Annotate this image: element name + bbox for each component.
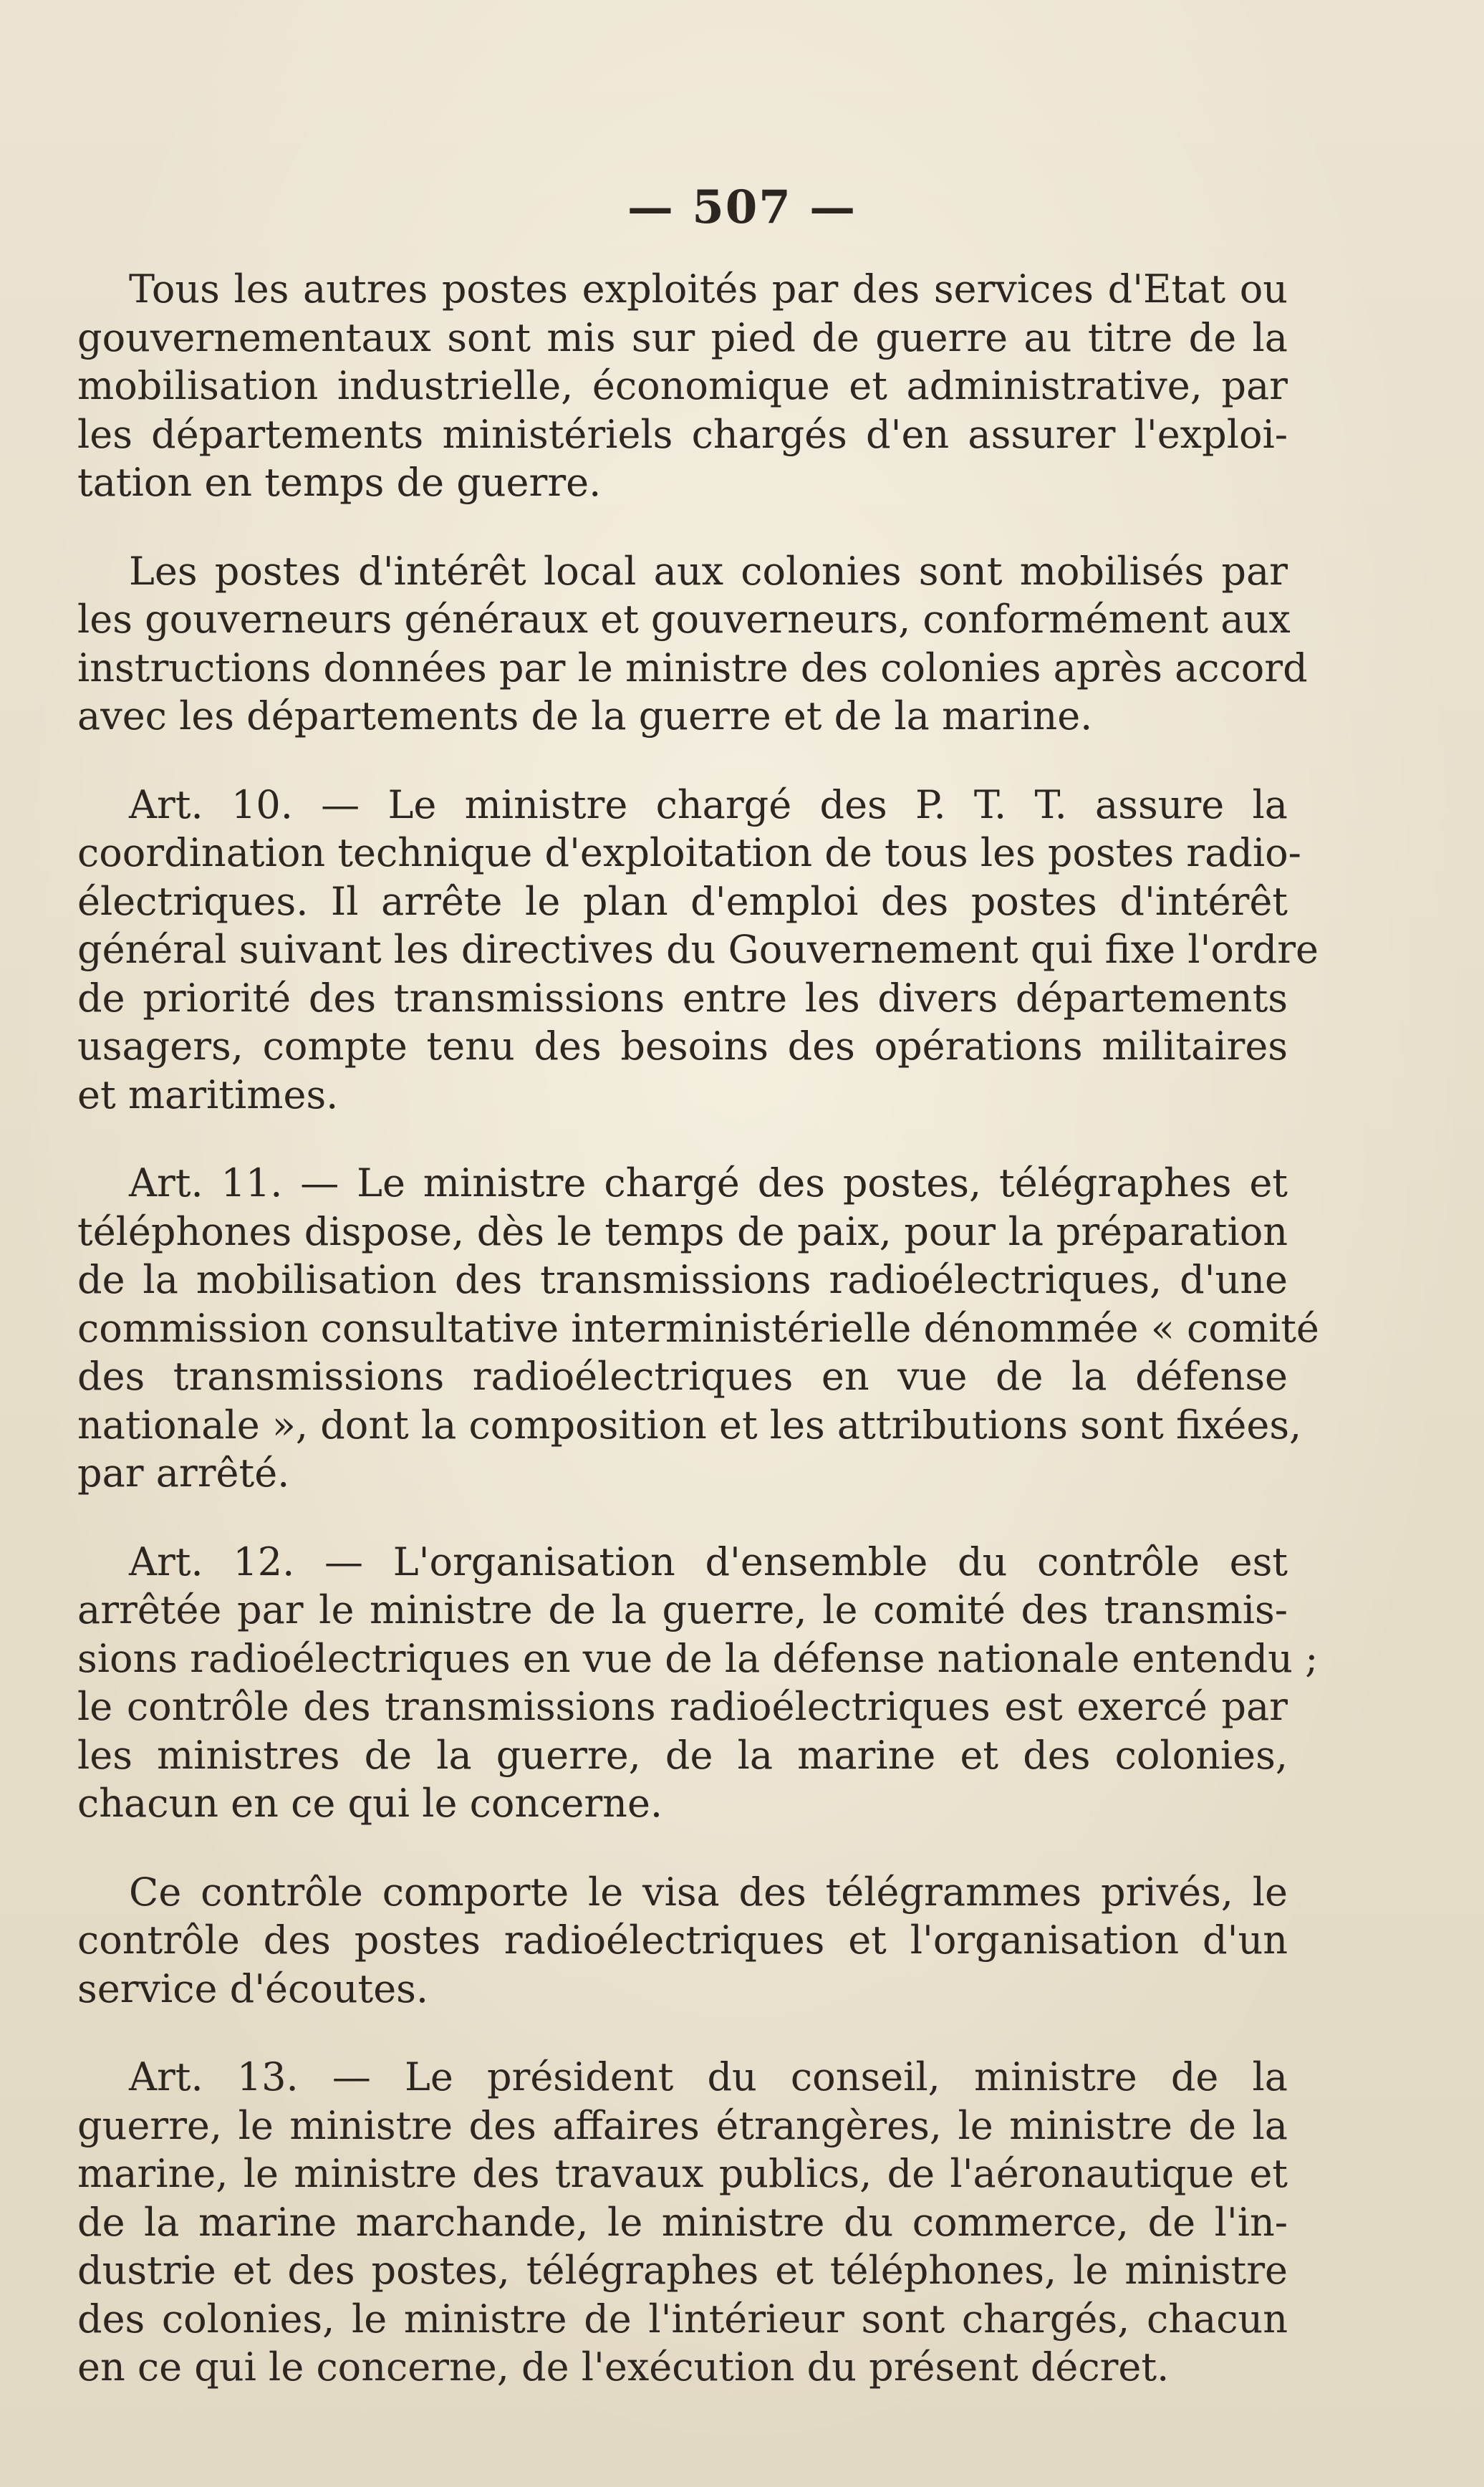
- text-line: Les postes d'intérêt local aux colonies sont mobilisés par: [129, 548, 1288, 594]
- text-line: général suivant les directives du Gouvernement qui fixe l'ordre: [77, 927, 1319, 972]
- paragraph: [77, 1868, 1288, 2014]
- text-line: le contrôle des transmissions radioélectriques est exercé par: [77, 1684, 1288, 1729]
- text-line: service d'écoutes.: [77, 1966, 429, 2011]
- text-line: guerre, le ministre des affaires étrangères, le ministre de la: [77, 2102, 1288, 2148]
- text-line: de la marine marchande, le ministre du commerce, de l'in-: [77, 2199, 1288, 2245]
- text-line: en ce qui le concerne, de l'exécution du présent décret.: [77, 2344, 1170, 2390]
- text-line: mobilisation industrielle, économique et administrative, par: [77, 363, 1288, 408]
- text-line: de priorité des transmissions entre les divers départements: [77, 975, 1288, 1021]
- paragraph: [77, 547, 1308, 741]
- paragraph: [77, 1159, 1319, 1498]
- page-number: — 507 —: [627, 181, 857, 234]
- text-line: gouvernementaux sont mis sur pied de guerre au titre de la: [77, 314, 1288, 360]
- text-line: tation en temps de guerre.: [77, 460, 602, 505]
- text-line: électriques. Il arrête le plan d'emploi des postes d'intérêt: [77, 878, 1288, 924]
- text-line: avec les départements de la guerre et de la marine.: [77, 693, 1093, 739]
- text-line: Art. 11. — Le ministre chargé des postes, télégraphes et: [129, 1160, 1288, 1206]
- text-line: nationale », dont la composition et les attributions sont fixées,: [77, 1402, 1302, 1448]
- text-line: usagers, compte tenu des besoins des opérations militaires: [77, 1024, 1288, 1069]
- text-line: commission consultative interministérielle dénommée « comité: [77, 1305, 1319, 1351]
- text-line: les gouverneurs généraux et gouverneurs, conformément aux: [77, 597, 1291, 642]
- text-line: contrôle des postes radioélectriques et l'organisation d'un: [77, 1918, 1288, 1963]
- body-text: [77, 265, 1319, 2392]
- text-line: Tous les autres postes exploités par des services d'Etat ou: [129, 266, 1288, 312]
- text-line: des transmissions radioélectriques en vue de la défense: [77, 1354, 1288, 1399]
- text-line: dustrie et des postes, télégraphes et téléphones, le ministre: [77, 2248, 1288, 2293]
- text-line: Art. 12. — L'organisation d'ensemble du contrôle est: [129, 1539, 1288, 1584]
- paragraph: [77, 781, 1319, 1120]
- text-line: chacun en ce qui le concerne.: [77, 1781, 663, 1826]
- text-line: les départements ministériels chargés d'en assurer l'exploi-: [77, 411, 1288, 457]
- text-line: et maritimes.: [77, 1072, 339, 1117]
- text-line: coordination technique d'exploitation de tous les postes radio-: [77, 830, 1301, 875]
- text-line: téléphones dispose, dès le temps de paix, pour la préparation: [77, 1208, 1288, 1254]
- text-line: les ministres de la guerre, de la marine et des colonies,: [77, 1732, 1288, 1778]
- text-line: marine, le ministre des travaux publics, de l'aéronautique et: [77, 2151, 1288, 2196]
- text-line: Art. 10. — Le ministre chargé des P. T. T. assure la: [129, 781, 1288, 827]
- text-line: de la mobilisation des transmissions radioélectriques, d'une: [77, 1257, 1288, 1302]
- paragraph: [77, 1538, 1319, 1828]
- text-line: Art. 13. — Le président du conseil, ministre de la: [129, 2054, 1288, 2099]
- text-line: instructions données par le ministre des colonies après accord: [77, 645, 1308, 691]
- paragraph: [77, 2053, 1288, 2392]
- paragraph: [77, 265, 1288, 507]
- text-line: Ce contrôle comporte le visa des télégrammes privés, le: [129, 1869, 1288, 1915]
- text-line: par arrêté.: [77, 1451, 290, 1496]
- text-line: des colonies, le ministre de l'intérieur sont chargés, chacun: [77, 2296, 1288, 2342]
- text-line: arrêtée par le ministre de la guerre, le comité des transmis-: [77, 1587, 1288, 1632]
- text-line: sions radioélectriques en vue de la défense nationale entendu ;: [77, 1635, 1319, 1681]
